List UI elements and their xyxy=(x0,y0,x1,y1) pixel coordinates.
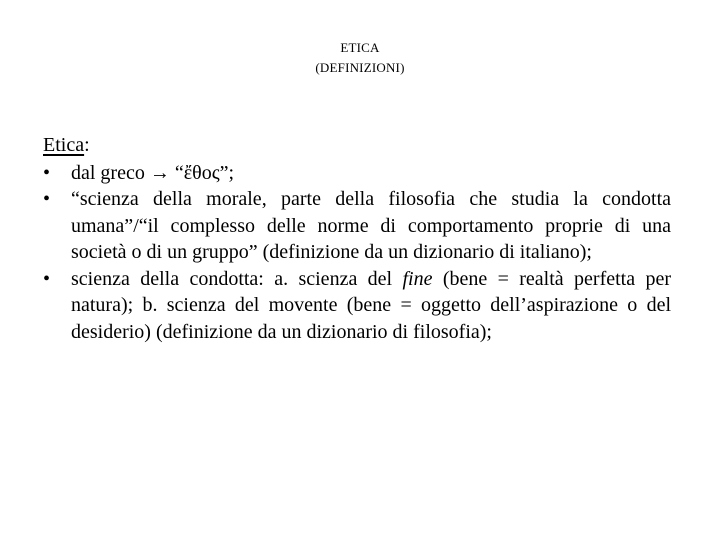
list-item xyxy=(43,186,671,266)
list-item-text: “scienza della morale, parte della filosofia che studia la condotta umana”/“il complesso delle norme di comportamento proprie di una società o di un gruppo” (definizione da un dizionario di italiano); xyxy=(71,188,671,263)
bullet-icon: • xyxy=(43,267,51,290)
list-item xyxy=(43,266,671,346)
heading-word: Etica xyxy=(43,134,85,156)
page-title: ETICA xyxy=(340,40,380,55)
definitions-content xyxy=(43,132,671,345)
list-item-text: dal greco → “ἔθος”; xyxy=(71,161,235,184)
bullet-icon: • xyxy=(43,161,51,184)
list-item xyxy=(43,160,671,187)
section-heading xyxy=(43,132,671,159)
heading-colon: : xyxy=(84,134,90,156)
definition-list xyxy=(43,160,671,346)
list-item-text-part1: scienza della condotta: a. scienza del xyxy=(71,267,403,290)
title-block xyxy=(0,38,720,78)
bullet-icon: • xyxy=(43,188,51,210)
page-subtitle: (DEFINIZIONI) xyxy=(315,60,405,75)
list-item-italic: fine xyxy=(402,267,433,290)
list-item-text-part2: (bene = realtà perfetta per natura); b. scienza del movente (bene = oggetto dell’aspirazione o del desiderio) (definizione da un dizionario di filosofia); xyxy=(71,267,672,343)
